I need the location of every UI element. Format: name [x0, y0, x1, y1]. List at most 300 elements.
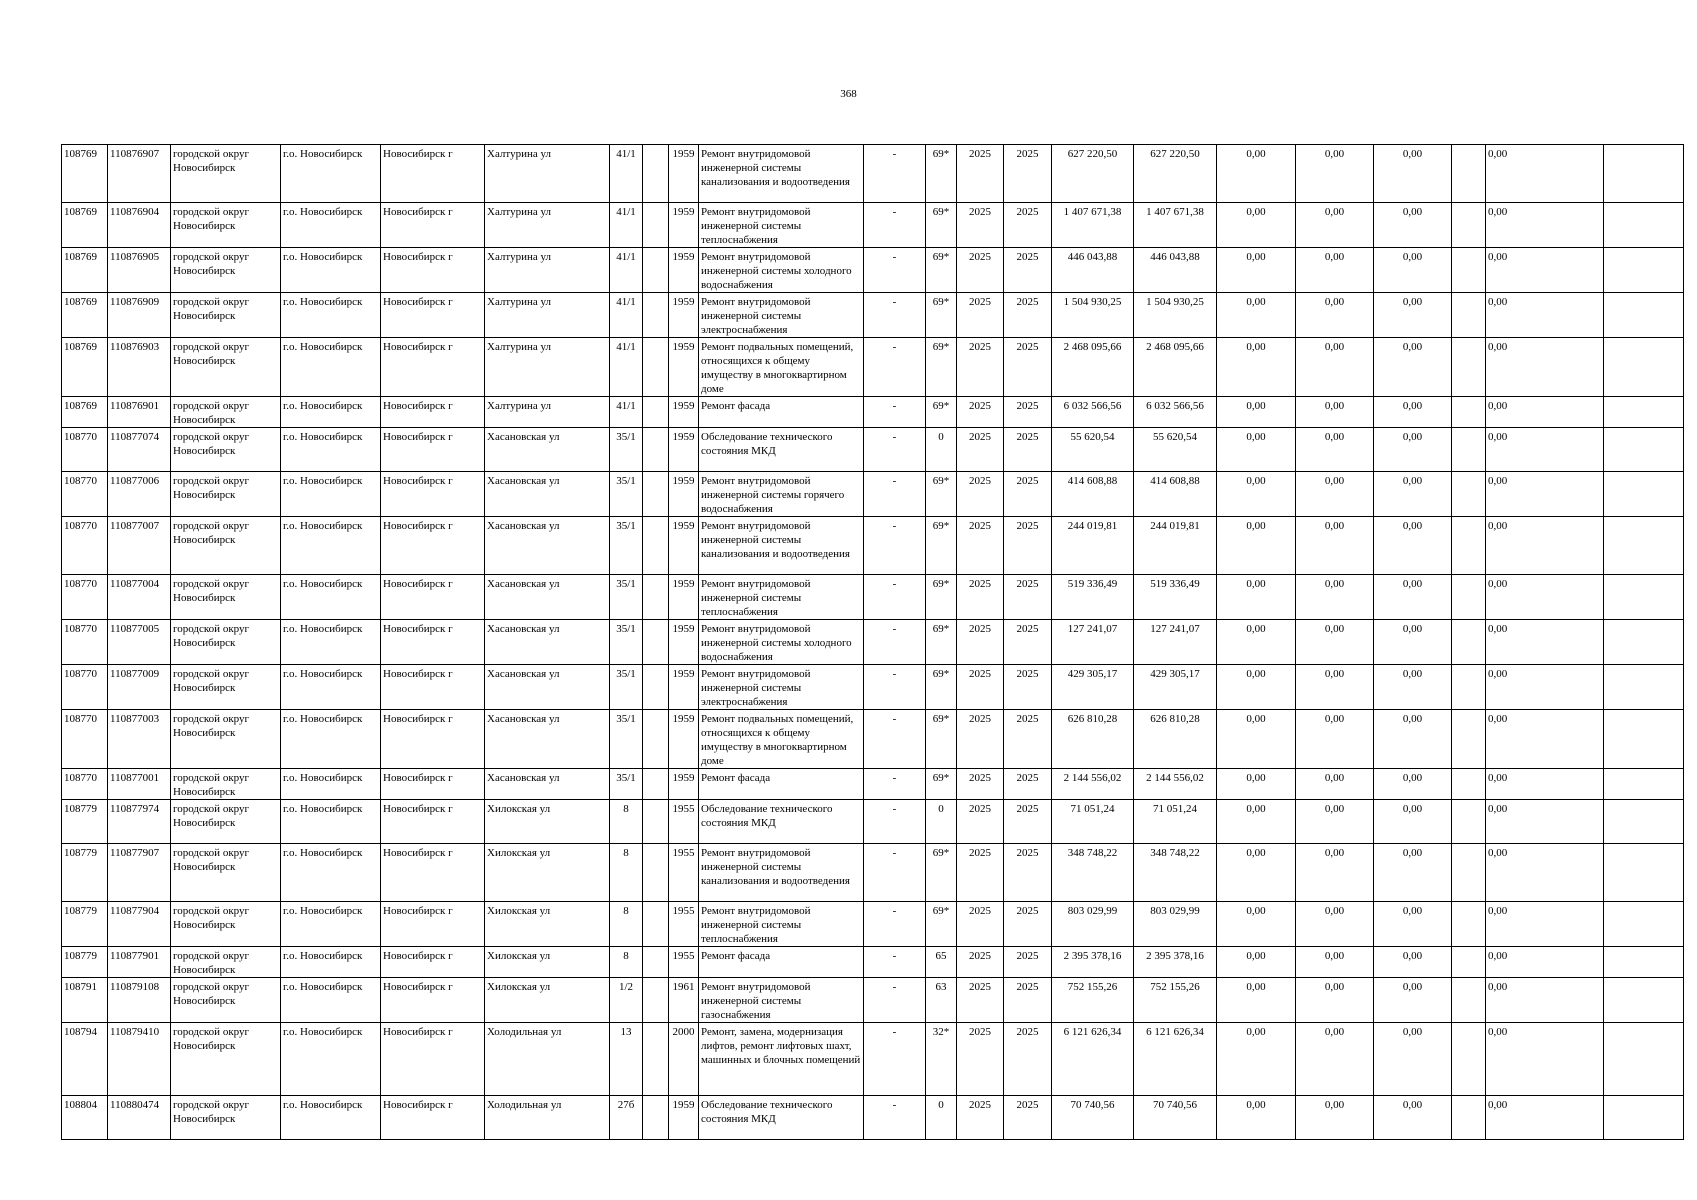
cell-house-id: 108770: [62, 769, 108, 800]
cell-settlement: Новосибирск г: [381, 472, 485, 517]
cell-wear-percent: 69*: [926, 203, 957, 248]
cell-work-id: 110876904: [108, 203, 171, 248]
cell-end-year: 2025: [1004, 203, 1052, 248]
cell-building: [643, 902, 669, 947]
cell-house-id: 108769: [62, 397, 108, 428]
cell-work-type: Ремонт внутридомовой инженерной системы газоснабжения: [699, 978, 864, 1023]
table-row: [62, 978, 1684, 1023]
cell-end-year: 2025: [1004, 710, 1052, 769]
table-row: [62, 472, 1684, 517]
table-body: [62, 145, 1684, 1140]
cell-settlement: Новосибирск г: [381, 1023, 485, 1096]
cell-regional-budget: 0,00: [1296, 338, 1374, 397]
table-row: [62, 145, 1684, 203]
cell-year-built: 1959: [669, 248, 699, 293]
cell-municipal-district: г.о. Новосибирск: [281, 665, 381, 710]
cell-federal-funds: 0,00: [1217, 800, 1296, 844]
cell-building: [643, 978, 669, 1023]
cell-wear-percent: 32*: [926, 1023, 957, 1096]
cell-start-year: 2025: [957, 517, 1004, 575]
cell-regional-fund: 1 407 671,38: [1134, 203, 1217, 248]
cell-municipal-district: г.о. Новосибирск: [281, 1023, 381, 1096]
cell-federal-funds: 0,00: [1217, 397, 1296, 428]
cell-municipal-district: г.о. Новосибирск: [281, 248, 381, 293]
cell-start-year: 2025: [957, 575, 1004, 620]
cell-end-year: 2025: [1004, 575, 1052, 620]
cell-municipal-district: г.о. Новосибирск: [281, 844, 381, 902]
cell-work-type: Обследование технического состояния МКД: [699, 800, 864, 844]
cell-work-type: Ремонт внутридомовой инженерной системы теплоснабжения: [699, 575, 864, 620]
table-row: [62, 947, 1684, 978]
cell-building: [643, 428, 669, 472]
cell-extra: [1604, 902, 1684, 947]
table-row: [62, 710, 1684, 769]
cell-year-built: 1955: [669, 844, 699, 902]
cell-unit: -: [864, 145, 926, 203]
cell-extra: [1604, 203, 1684, 248]
cell-municipal-district: г.о. Новосибирск: [281, 517, 381, 575]
cell-work-id: 110876903: [108, 338, 171, 397]
cell-spacer: [1452, 665, 1486, 710]
cell-work-id: 110877003: [108, 710, 171, 769]
cell-regional-fund: 2 395 378,16: [1134, 947, 1217, 978]
cell-start-year: 2025: [957, 428, 1004, 472]
table-row: [62, 203, 1684, 248]
cell-year-built: 1959: [669, 145, 699, 203]
cell-municipal-district: г.о. Новосибирск: [281, 472, 381, 517]
cell-house-id: 108770: [62, 517, 108, 575]
cell-street: Хилокская ул: [485, 902, 610, 947]
cell-settlement: Новосибирск г: [381, 620, 485, 665]
cell-regional-fund: 127 241,07: [1134, 620, 1217, 665]
cell-street: Халтурина ул: [485, 145, 610, 203]
cell-work-id: 110876901: [108, 397, 171, 428]
cell-total-cost: 414 608,88: [1052, 472, 1134, 517]
cell-spacer: [1452, 575, 1486, 620]
cell-extra: [1604, 947, 1684, 978]
cell-municipality: городской округ Новосибирск: [171, 978, 281, 1023]
cell-local-budget: 0,00: [1374, 397, 1452, 428]
cell-start-year: 2025: [957, 947, 1004, 978]
cell-local-budget: 0,00: [1374, 575, 1452, 620]
cell-wear-percent: 65: [926, 947, 957, 978]
cell-regional-fund: 2 144 556,02: [1134, 769, 1217, 800]
cell-total-cost: 803 029,99: [1052, 902, 1134, 947]
cell-end-year: 2025: [1004, 620, 1052, 665]
cell-house-number: 41/1: [610, 293, 643, 338]
cell-year-built: 1959: [669, 575, 699, 620]
cell-house-id: 108770: [62, 710, 108, 769]
cell-spacer: [1452, 978, 1486, 1023]
cell-end-year: 2025: [1004, 1096, 1052, 1140]
cell-extra: [1604, 428, 1684, 472]
cell-regional-fund: 414 608,88: [1134, 472, 1217, 517]
cell-extra: [1604, 145, 1684, 203]
cell-work-id: 110880474: [108, 1096, 171, 1140]
cell-start-year: 2025: [957, 1096, 1004, 1140]
table-row: [62, 769, 1684, 800]
cell-owners-funds: 0,00: [1486, 902, 1604, 947]
cell-settlement: Новосибирск г: [381, 203, 485, 248]
cell-extra: [1604, 517, 1684, 575]
cell-house-number: 35/1: [610, 620, 643, 665]
cell-end-year: 2025: [1004, 397, 1052, 428]
cell-regional-budget: 0,00: [1296, 203, 1374, 248]
cell-settlement: Новосибирск г: [381, 665, 485, 710]
cell-extra: [1604, 1096, 1684, 1140]
cell-wear-percent: 0: [926, 800, 957, 844]
cell-total-cost: 6 032 566,56: [1052, 397, 1134, 428]
cell-building: [643, 203, 669, 248]
cell-federal-funds: 0,00: [1217, 902, 1296, 947]
cell-local-budget: 0,00: [1374, 620, 1452, 665]
cell-extra: [1604, 397, 1684, 428]
cell-federal-funds: 0,00: [1217, 145, 1296, 203]
cell-street: Хасановская ул: [485, 472, 610, 517]
cell-work-id: 110879108: [108, 978, 171, 1023]
cell-street: Хасановская ул: [485, 665, 610, 710]
cell-spacer: [1452, 1023, 1486, 1096]
cell-regional-budget: 0,00: [1296, 665, 1374, 710]
cell-federal-funds: 0,00: [1217, 472, 1296, 517]
cell-unit: -: [864, 978, 926, 1023]
cell-street: Хилокская ул: [485, 947, 610, 978]
cell-local-budget: 0,00: [1374, 428, 1452, 472]
cell-local-budget: 0,00: [1374, 203, 1452, 248]
cell-regional-budget: 0,00: [1296, 248, 1374, 293]
cell-wear-percent: 69*: [926, 710, 957, 769]
cell-federal-funds: 0,00: [1217, 947, 1296, 978]
cell-total-cost: 626 810,28: [1052, 710, 1134, 769]
cell-building: [643, 248, 669, 293]
cell-street: Хасановская ул: [485, 710, 610, 769]
cell-year-built: 1961: [669, 978, 699, 1023]
cell-year-built: 1959: [669, 517, 699, 575]
cell-house-number: 41/1: [610, 397, 643, 428]
cell-total-cost: 2 395 378,16: [1052, 947, 1134, 978]
cell-municipality: городской округ Новосибирск: [171, 517, 281, 575]
cell-extra: [1604, 472, 1684, 517]
cell-street: Халтурина ул: [485, 338, 610, 397]
cell-street: Халтурина ул: [485, 203, 610, 248]
cell-work-type: Ремонт внутридомовой инженерной системы холодного водоснабжения: [699, 620, 864, 665]
cell-house-id: 108779: [62, 800, 108, 844]
cell-start-year: 2025: [957, 145, 1004, 203]
cell-regional-fund: 519 336,49: [1134, 575, 1217, 620]
cell-house-id: 108770: [62, 472, 108, 517]
cell-regional-budget: 0,00: [1296, 947, 1374, 978]
cell-total-cost: 519 336,49: [1052, 575, 1134, 620]
cell-municipal-district: г.о. Новосибирск: [281, 397, 381, 428]
cell-start-year: 2025: [957, 978, 1004, 1023]
cell-municipal-district: г.о. Новосибирск: [281, 902, 381, 947]
cell-year-built: 1959: [669, 1096, 699, 1140]
cell-extra: [1604, 293, 1684, 338]
cell-house-id: 108769: [62, 293, 108, 338]
cell-start-year: 2025: [957, 902, 1004, 947]
cell-extra: [1604, 338, 1684, 397]
cell-work-type: Ремонт внутридомовой инженерной системы горячего водоснабжения: [699, 472, 864, 517]
cell-unit: -: [864, 800, 926, 844]
cell-municipal-district: г.о. Новосибирск: [281, 575, 381, 620]
table-row: [62, 575, 1684, 620]
cell-municipal-district: г.о. Новосибирск: [281, 338, 381, 397]
cell-regional-budget: 0,00: [1296, 1023, 1374, 1096]
cell-street: Халтурина ул: [485, 293, 610, 338]
cell-house-id: 108770: [62, 620, 108, 665]
cell-extra: [1604, 665, 1684, 710]
cell-end-year: 2025: [1004, 665, 1052, 710]
cell-work-type: Ремонт внутридомовой инженерной системы электроснабжения: [699, 665, 864, 710]
cell-settlement: Новосибирск г: [381, 248, 485, 293]
cell-end-year: 2025: [1004, 145, 1052, 203]
cell-building: [643, 575, 669, 620]
cell-street: Халтурина ул: [485, 248, 610, 293]
cell-street: Хасановская ул: [485, 769, 610, 800]
cell-unit: -: [864, 620, 926, 665]
cell-municipality: городской округ Новосибирск: [171, 800, 281, 844]
cell-owners-funds: 0,00: [1486, 620, 1604, 665]
cell-regional-fund: 55 620,54: [1134, 428, 1217, 472]
cell-house-number: 41/1: [610, 203, 643, 248]
cell-house-number: 41/1: [610, 248, 643, 293]
cell-extra: [1604, 800, 1684, 844]
cell-regional-fund: 6 121 626,34: [1134, 1023, 1217, 1096]
cell-wear-percent: 63: [926, 978, 957, 1023]
cell-building: [643, 1023, 669, 1096]
cell-spacer: [1452, 1096, 1486, 1140]
cell-regional-fund: 803 029,99: [1134, 902, 1217, 947]
cell-spacer: [1452, 947, 1486, 978]
cell-local-budget: 0,00: [1374, 978, 1452, 1023]
cell-regional-budget: 0,00: [1296, 145, 1374, 203]
cell-municipality: городской округ Новосибирск: [171, 203, 281, 248]
cell-federal-funds: 0,00: [1217, 710, 1296, 769]
cell-year-built: 1959: [669, 203, 699, 248]
cell-building: [643, 293, 669, 338]
cell-house-id: 108769: [62, 145, 108, 203]
cell-municipality: городской округ Новосибирск: [171, 902, 281, 947]
cell-end-year: 2025: [1004, 947, 1052, 978]
cell-owners-funds: 0,00: [1486, 1096, 1604, 1140]
cell-settlement: Новосибирск г: [381, 1096, 485, 1140]
cell-settlement: Новосибирск г: [381, 428, 485, 472]
cell-wear-percent: 69*: [926, 844, 957, 902]
cell-unit: -: [864, 293, 926, 338]
cell-total-cost: 752 155,26: [1052, 978, 1134, 1023]
cell-total-cost: 2 144 556,02: [1052, 769, 1134, 800]
cell-extra: [1604, 1023, 1684, 1096]
cell-regional-budget: 0,00: [1296, 978, 1374, 1023]
cell-municipal-district: г.о. Новосибирск: [281, 769, 381, 800]
cell-municipality: городской округ Новосибирск: [171, 710, 281, 769]
cell-municipality: городской округ Новосибирск: [171, 620, 281, 665]
cell-spacer: [1452, 145, 1486, 203]
cell-house-number: 8: [610, 800, 643, 844]
cell-owners-funds: 0,00: [1486, 293, 1604, 338]
cell-regional-budget: 0,00: [1296, 575, 1374, 620]
cell-start-year: 2025: [957, 800, 1004, 844]
cell-federal-funds: 0,00: [1217, 428, 1296, 472]
cell-work-type: Ремонт внутридомовой инженерной системы канализования и водоотведения: [699, 517, 864, 575]
cell-house-id: 108779: [62, 844, 108, 902]
page-number: 368: [840, 88, 857, 100]
cell-spacer: [1452, 428, 1486, 472]
cell-municipality: городской округ Новосибирск: [171, 665, 281, 710]
cell-end-year: 2025: [1004, 1023, 1052, 1096]
cell-building: [643, 769, 669, 800]
cell-unit: -: [864, 665, 926, 710]
cell-house-id: 108770: [62, 428, 108, 472]
cell-owners-funds: 0,00: [1486, 769, 1604, 800]
cell-owners-funds: 0,00: [1486, 978, 1604, 1023]
cell-year-built: 1955: [669, 902, 699, 947]
cell-spacer: [1452, 397, 1486, 428]
cell-local-budget: 0,00: [1374, 248, 1452, 293]
cell-settlement: Новосибирск г: [381, 978, 485, 1023]
cell-work-type: Ремонт фасада: [699, 947, 864, 978]
cell-federal-funds: 0,00: [1217, 844, 1296, 902]
cell-owners-funds: 0,00: [1486, 472, 1604, 517]
cell-work-type: Ремонт внутридомовой инженерной системы холодного водоснабжения: [699, 248, 864, 293]
cell-federal-funds: 0,00: [1217, 620, 1296, 665]
cell-total-cost: 71 051,24: [1052, 800, 1134, 844]
cell-federal-funds: 0,00: [1217, 978, 1296, 1023]
cell-owners-funds: 0,00: [1486, 575, 1604, 620]
cell-regional-budget: 0,00: [1296, 902, 1374, 947]
table-row: [62, 248, 1684, 293]
cell-wear-percent: 69*: [926, 769, 957, 800]
cell-start-year: 2025: [957, 472, 1004, 517]
cell-unit: -: [864, 248, 926, 293]
cell-start-year: 2025: [957, 665, 1004, 710]
cell-spacer: [1452, 338, 1486, 397]
cell-work-id: 110877901: [108, 947, 171, 978]
cell-settlement: Новосибирск г: [381, 800, 485, 844]
cell-regional-budget: 0,00: [1296, 844, 1374, 902]
cell-end-year: 2025: [1004, 338, 1052, 397]
cell-year-built: 1959: [669, 397, 699, 428]
cell-municipal-district: г.о. Новосибирск: [281, 710, 381, 769]
cell-work-id: 110876905: [108, 248, 171, 293]
cell-house-id: 108804: [62, 1096, 108, 1140]
cell-house-number: 35/1: [610, 665, 643, 710]
cell-start-year: 2025: [957, 710, 1004, 769]
cell-house-id: 108769: [62, 203, 108, 248]
cell-work-type: Ремонт подвальных помещений, относящихся к общему имуществу в многоквартирном доме: [699, 338, 864, 397]
cell-work-id: 110877007: [108, 517, 171, 575]
cell-extra: [1604, 844, 1684, 902]
cell-work-id: 110876909: [108, 293, 171, 338]
cell-local-budget: 0,00: [1374, 1096, 1452, 1140]
cell-extra: [1604, 710, 1684, 769]
cell-municipal-district: г.о. Новосибирск: [281, 800, 381, 844]
cell-federal-funds: 0,00: [1217, 517, 1296, 575]
cell-regional-fund: 244 019,81: [1134, 517, 1217, 575]
cell-local-budget: 0,00: [1374, 517, 1452, 575]
cell-local-budget: 0,00: [1374, 844, 1452, 902]
cell-building: [643, 844, 669, 902]
cell-owners-funds: 0,00: [1486, 844, 1604, 902]
cell-spacer: [1452, 203, 1486, 248]
cell-street: Хилокская ул: [485, 844, 610, 902]
cell-work-type: Обследование технического состояния МКД: [699, 428, 864, 472]
cell-municipal-district: г.о. Новосибирск: [281, 978, 381, 1023]
cell-start-year: 2025: [957, 769, 1004, 800]
cell-work-id: 110876907: [108, 145, 171, 203]
cell-unit: -: [864, 203, 926, 248]
cell-start-year: 2025: [957, 397, 1004, 428]
cell-house-number: 35/1: [610, 428, 643, 472]
cell-work-type: Ремонт внутридомовой инженерной системы теплоснабжения: [699, 902, 864, 947]
cell-local-budget: 0,00: [1374, 769, 1452, 800]
cell-work-type: Ремонт внутридомовой инженерной системы электроснабжения: [699, 293, 864, 338]
cell-work-type: Ремонт, замена, модернизация лифтов, ремонт лифтовых шахт, машинных и блочных помещений: [699, 1023, 864, 1096]
cell-wear-percent: 69*: [926, 293, 957, 338]
cell-owners-funds: 0,00: [1486, 710, 1604, 769]
cell-year-built: 1955: [669, 947, 699, 978]
cell-local-budget: 0,00: [1374, 293, 1452, 338]
cell-settlement: Новосибирск г: [381, 145, 485, 203]
cell-year-built: 1959: [669, 472, 699, 517]
cell-settlement: Новосибирск г: [381, 575, 485, 620]
cell-municipality: городской округ Новосибирск: [171, 844, 281, 902]
cell-regional-budget: 0,00: [1296, 769, 1374, 800]
cell-spacer: [1452, 769, 1486, 800]
cell-settlement: Новосибирск г: [381, 397, 485, 428]
cell-municipality: городской округ Новосибирск: [171, 248, 281, 293]
cell-settlement: Новосибирск г: [381, 844, 485, 902]
cell-unit: -: [864, 769, 926, 800]
cell-house-id: 108779: [62, 947, 108, 978]
cell-total-cost: 1 504 930,25: [1052, 293, 1134, 338]
cell-municipal-district: г.о. Новосибирск: [281, 203, 381, 248]
cell-work-type: Обследование технического состояния МКД: [699, 1096, 864, 1140]
cell-municipal-district: г.о. Новосибирск: [281, 1096, 381, 1140]
cell-year-built: 1955: [669, 800, 699, 844]
cell-local-budget: 0,00: [1374, 1023, 1452, 1096]
cell-end-year: 2025: [1004, 428, 1052, 472]
cell-wear-percent: 69*: [926, 145, 957, 203]
table-row: [62, 428, 1684, 472]
cell-start-year: 2025: [957, 620, 1004, 665]
cell-local-budget: 0,00: [1374, 145, 1452, 203]
cell-end-year: 2025: [1004, 800, 1052, 844]
cell-end-year: 2025: [1004, 769, 1052, 800]
cell-unit: -: [864, 428, 926, 472]
cell-work-type: Ремонт подвальных помещений, относящихся к общему имуществу в многоквартирном доме: [699, 710, 864, 769]
cell-extra: [1604, 620, 1684, 665]
cell-settlement: Новосибирск г: [381, 769, 485, 800]
cell-owners-funds: 0,00: [1486, 203, 1604, 248]
cell-work-type: Ремонт внутридомовой инженерной системы канализования и водоотведения: [699, 844, 864, 902]
cell-work-type: Ремонт внутридомовой инженерной системы теплоснабжения: [699, 203, 864, 248]
cell-wear-percent: 0: [926, 1096, 957, 1140]
cell-start-year: 2025: [957, 338, 1004, 397]
cell-federal-funds: 0,00: [1217, 293, 1296, 338]
cell-regional-budget: 0,00: [1296, 293, 1374, 338]
cell-regional-fund: 348 748,22: [1134, 844, 1217, 902]
cell-wear-percent: 69*: [926, 472, 957, 517]
cell-year-built: 1959: [669, 769, 699, 800]
cell-unit: -: [864, 397, 926, 428]
cell-year-built: 1959: [669, 665, 699, 710]
cell-federal-funds: 0,00: [1217, 203, 1296, 248]
cell-spacer: [1452, 800, 1486, 844]
cell-spacer: [1452, 620, 1486, 665]
cell-spacer: [1452, 472, 1486, 517]
cell-regional-fund: 70 740,56: [1134, 1096, 1217, 1140]
